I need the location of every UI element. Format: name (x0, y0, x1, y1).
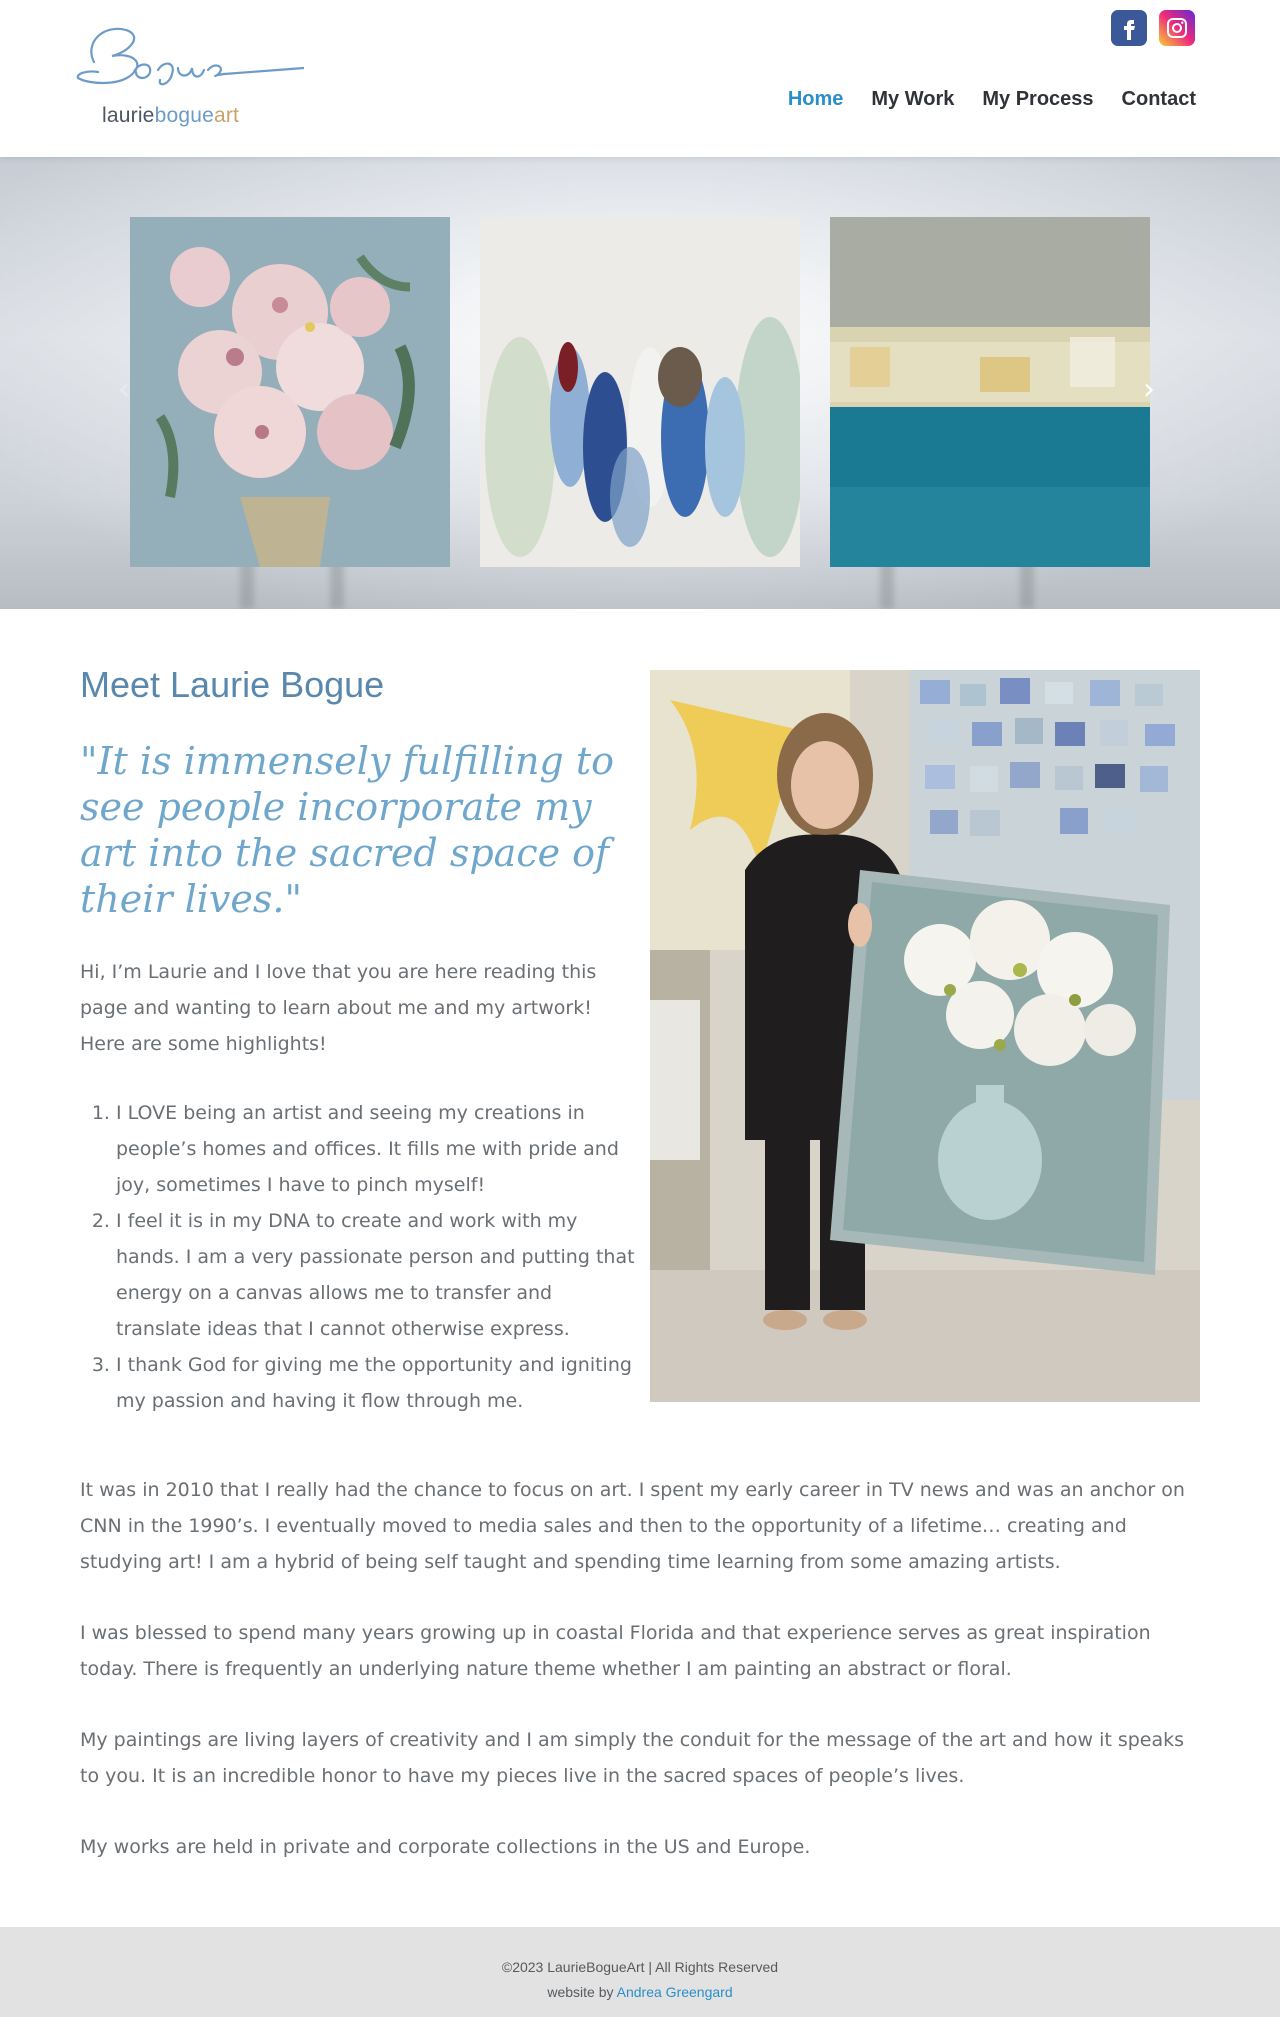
slider-prev-arrow[interactable]: ‹ (118, 372, 130, 407)
slide-floral-peonies-painting[interactable] (130, 217, 450, 567)
logo-wordmark (102, 104, 239, 128)
logo-name-part-1: laurie (102, 104, 155, 127)
slide-abstract-teal-seascape-painting[interactable] (830, 217, 1150, 567)
copyright-text: ©2023 LaurieBogueArt | All Rights Reserved (501, 1959, 779, 1975)
main-nav (788, 88, 1196, 111)
slide-abstract-blue-figures-painting[interactable] (480, 217, 800, 567)
logo-name-part-3: art (213, 104, 240, 127)
bio-paragraph: It was in 2010 that I really had the chance to focus on art. I spent my early career in TV news and was an anchor on CNN in the 1990’s. I eventually moved to media sales and then to the opportunity of a lifetime… creating and studying art! I am a hybrid of being self taught and spending time learning from some amazing artists. (80, 1479, 1185, 1573)
credit-line (0, 1984, 1280, 2000)
slider-next-arrow[interactable]: › (1143, 372, 1155, 407)
site-footer (0, 1927, 1280, 2017)
highlights-list (80, 1095, 640, 1419)
nav-my-work[interactable]: My Work (871, 88, 955, 110)
site-logo[interactable] (74, 22, 304, 132)
nav-my-process[interactable]: My Process (982, 88, 1094, 110)
hero-slider (0, 157, 1280, 609)
nav-home[interactable]: Home (787, 88, 844, 110)
intro-paragraph: Hi, I’m Laurie and I love that you are here reading this page and wanting to learn about me and my artwork! Here are some highlights! (80, 961, 597, 1055)
credit-link[interactable]: Andrea Greengard (616, 1984, 733, 2000)
nav-contact[interactable]: Contact (1121, 88, 1196, 110)
page-title: Meet Laurie Bogue (80, 664, 385, 705)
site-header (0, 0, 1280, 157)
social-links (1111, 10, 1195, 46)
bio-paragraph: My works are held in private and corporate collections in the US and Europe. (80, 1836, 811, 1858)
facebook-icon[interactable] (1111, 10, 1147, 46)
bio-paragraph: My paintings are living layers of creativity and I am simply the conduit for the message of the art and how it speaks to you. It is an incredible honor to have my pieces live in the sacred spaces of people’s lives. (80, 1729, 1185, 1787)
instagram-icon[interactable] (1159, 10, 1195, 46)
list-item: 1. I LOVE being an artist and seeing my creations in people’s homes and offices. It fills me with pride and joy, sometimes I have to pinch myself! (116, 1095, 640, 1203)
artist-photo (650, 670, 1200, 1402)
logo-name-part-2: bogue (154, 104, 214, 127)
artist-quote: "It is immensely fulfilling to see people incorporate my art into the sacred space of their lives." (80, 739, 614, 921)
signature-logo-image (74, 22, 304, 102)
credit-prefix: website by (547, 1984, 617, 2000)
list-item: 3. I thank God for giving me the opportunity and igniting my passion and having it flow through me. (116, 1347, 640, 1419)
list-item: 2. I feel it is in my DNA to create and work with my hands. I am a very passionate person and putting that energy on a canvas allows me to transfer and translate ideas that I cannot otherwise express. (116, 1203, 640, 1347)
bio-paragraph: I was blessed to spend many years growing up in coastal Florida and that experience serves as great inspiration today. There is frequently an underlying nature theme whether I am painting an abstract or floral. (80, 1622, 1151, 1680)
